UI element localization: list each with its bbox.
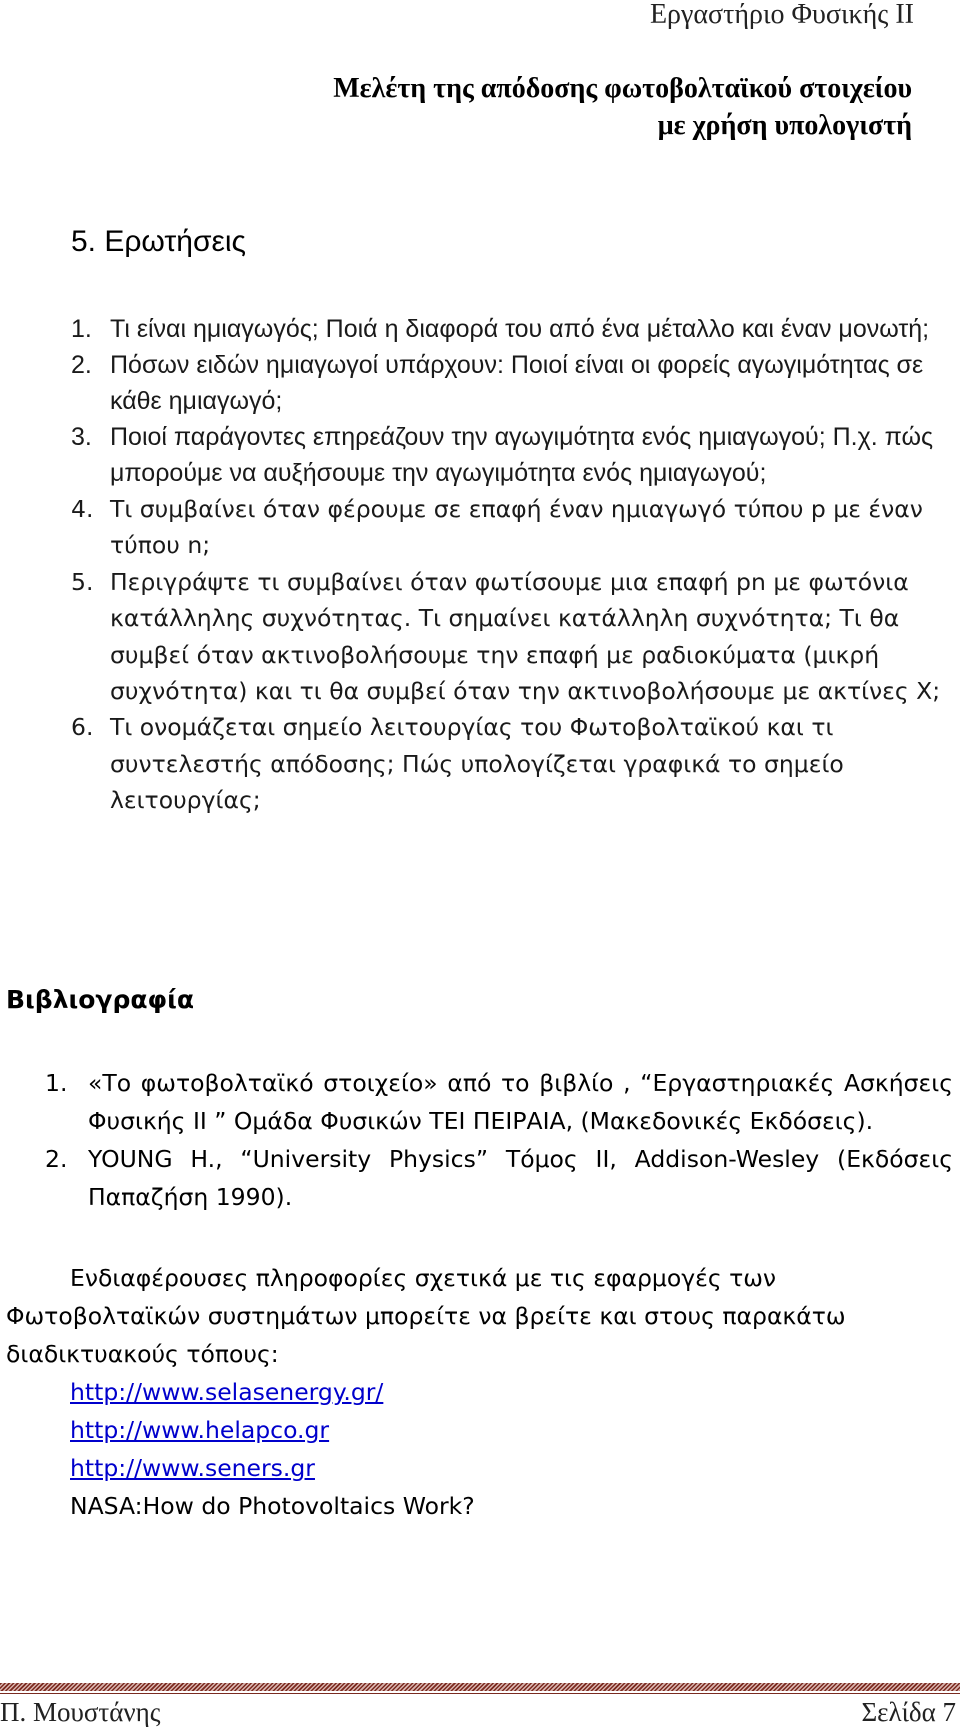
bibliography-number: 1. [45, 1069, 68, 1097]
footer-author: Π. Μουστάνης [0, 1697, 161, 1727]
link-item [70, 1411, 475, 1449]
question-item [71, 491, 941, 564]
link-helapco[interactable]: http://www.helapco.gr [70, 1416, 330, 1444]
link-seners[interactable]: http://www.seners.gr [70, 1454, 315, 1482]
footer-page-number: Σελίδα 7 [861, 1697, 956, 1727]
questions-list [71, 311, 941, 819]
question-number: 1. [71, 315, 92, 343]
bibliography-heading: Βιβλιογραφία [6, 985, 195, 1014]
footer-rule-thin [0, 1693, 960, 1694]
question-item [71, 564, 941, 710]
question-item [71, 347, 941, 419]
link-item [70, 1487, 475, 1525]
question-item [71, 709, 941, 818]
question-text: Τι ονομάζεται σημείο λειτουργίας του Φωτοβολταϊκού και τι συντελεστής απόδοσης; Πώς υπολογίζεται γραφικά το σημείο λειτουργίας; [110, 713, 844, 815]
bibliography-item [45, 1140, 953, 1216]
question-item [71, 311, 941, 347]
header-course-name: Εργαστήριο Φυσικής ΙΙ [649, 0, 914, 30]
question-text: Τι συμβαίνει όταν φέρουμε σε επαφή έναν ημιαγωγό τύπου p με έναν τύπου n; [110, 495, 923, 560]
question-number: 2. [71, 351, 92, 379]
question-text: Περιγράψτε τι συμβαίνει όταν φωτίσουμε μια επαφή pn με φωτόνια κατάλληλης συχνότητας. Τι σημαίνει κατάλληλη συχνότητα; Τι θα συμβεί όταν ακτινοβολήσουμε την επαφή με ραδιοκύματα (μικρή συχνότητα) και τι θα συμβεί όταν την ακτινοβολήσουμε με ακτίνες Χ; [110, 567, 941, 706]
link-selasenergy[interactable]: http://www.selasenergy.gr/ [70, 1378, 384, 1406]
nasa-reference: NASA:How do Photovoltaics Work? [70, 1492, 475, 1520]
bibliography-text: «Το φωτοβολταϊκό στοιχείο» από το βιβλίο , “Εργαστηριακές Ασκήσεις Φυσικής ΙΙ ” Ομάδα Φυσικών ΤΕΙ ΠΕΙΡΑΙΑ, (Μακεδονικές Εκδόσεις). [88, 1069, 953, 1135]
bibliography-list [45, 1064, 953, 1216]
question-number: 3. [71, 423, 92, 451]
footer-rule [0, 1683, 960, 1691]
question-item [71, 419, 941, 491]
links-intro-paragraph: Ενδιαφέρουσες πληροφορίες σχετικά με τις εφαρμογές των Φωτοβολταϊκών συστημάτων μπορείτε να βρείτε και στους παρακάτω διαδικτυακούς τόπους: [6, 1264, 846, 1368]
title-line-1: Μελέτη της απόδοσης φωτοβολταϊκού στοιχείου [333, 73, 912, 104]
question-text: Ποιοί παράγοντες επηρεάζουν την αγωγιμότητα ενός ημιαγωγού; Π.χ. πώς μπορούμε να αυξήσουμε την αγωγιμότητα ενός ημιαγωγού; [110, 423, 934, 487]
links-list [70, 1373, 475, 1525]
bibliography-number: 2. [45, 1145, 68, 1173]
questions-heading: 5. Ερωτήσεις [71, 225, 246, 258]
bibliography-item [45, 1064, 953, 1140]
question-number: 6. [71, 713, 94, 742]
link-item [70, 1449, 475, 1487]
link-item [70, 1373, 475, 1411]
document-title [212, 70, 912, 144]
question-text: Τι είναι ημιαγωγός; Ποιά η διαφορά του από ένα μέταλλο και έναν μονωτή; [110, 315, 930, 343]
title-line-2: με χρήση υπολογιστή [657, 110, 912, 141]
question-text: Πόσων ειδών ημιαγωγοί υπάρχουν: Ποιοί είναι οι φορείς αγωγιμότητας σε κάθε ημιαγωγό; [110, 351, 924, 415]
bibliography-text: YOUNG H., “University Physics” Τόμος ΙΙ, Addison-Wesley (Εκδόσεις Παπαζήση 1990). [88, 1145, 953, 1211]
question-number: 5. [71, 567, 94, 596]
question-number: 4. [71, 495, 94, 523]
